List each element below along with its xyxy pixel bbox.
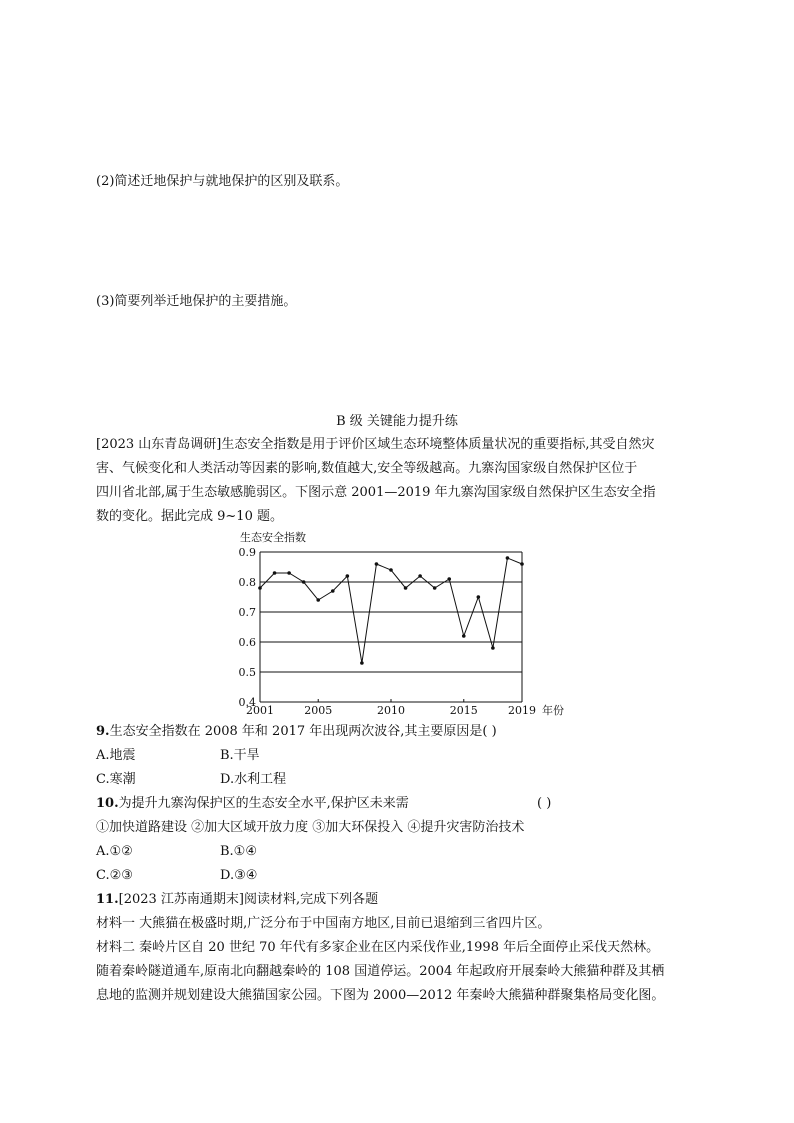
section-title: B 级 关键能力提升练: [336, 414, 458, 429]
question-3: (3)简要列举迁地保护的主要措施。: [96, 294, 297, 309]
x-axis-label: 年份: [542, 704, 564, 717]
data-point-2010: [389, 568, 393, 572]
q9-option-c[interactable]: C.寒潮: [96, 772, 136, 787]
y-tick-label: 0.6: [238, 636, 256, 649]
data-point-2005: [316, 598, 320, 602]
intro-line-1: [2023 山东青岛调研]生态安全指数是用于评价区域生态环境整体质量状况的重要指标,其受自然灾: [96, 437, 655, 452]
y-tick-label: 0.4: [238, 696, 256, 709]
data-point-2001: [258, 586, 262, 590]
data-point-2014: [447, 577, 451, 581]
intro-line-4: 数的变化。据此完成 9~10 题。: [96, 509, 283, 524]
q11-material-2-line-1: 材料二 秦岭片区自 20 世纪 70 年代有多家企业在区内采伐作业,1998 年后全面停止采伐天然林。: [96, 940, 660, 955]
x-tick-label: 2001: [246, 704, 274, 717]
q9-option-b[interactable]: B.干旱: [220, 748, 260, 763]
q10-option-c[interactable]: C.②③: [96, 868, 133, 883]
q10-items: ①加快道路建设 ②加大区域开放力度 ③加大环保投入 ④提升灾害防治技术: [96, 820, 525, 835]
q10-text: 为提升九寨沟保护区的生态安全水平,保护区未来需: [118, 796, 409, 811]
y-axis-label: 生态安全指数: [240, 531, 306, 544]
data-point-2002: [273, 571, 277, 575]
q10-option-a[interactable]: A.①②: [96, 844, 133, 859]
q11-material-2-line-2: 随着秦岭隧道通车,原南北向翻越秦岭的 108 国道停运。2004 年起政府开展秦岭大熊猫种群及其栖: [96, 964, 665, 979]
q10-option-d[interactable]: D.③④: [220, 868, 258, 883]
q9-stem: [96, 722, 497, 742]
data-point-2003: [287, 571, 291, 575]
data-point-2018: [506, 556, 510, 560]
ecological-security-index-chart: [230, 528, 570, 718]
q10-stem: [96, 794, 409, 814]
data-point-2016: [477, 595, 481, 599]
data-point-2012: [418, 574, 422, 578]
q11-number: 11.: [96, 892, 119, 907]
x-tick-label: 2010: [377, 704, 405, 717]
q10-answer-paren: ( ): [537, 796, 552, 811]
q10-option-b[interactable]: B.①④: [220, 844, 257, 859]
data-point-2013: [433, 586, 437, 590]
data-point-2017: [491, 646, 495, 650]
x-tick-label: 2019: [508, 704, 536, 717]
series-line: [260, 558, 522, 663]
data-point-2015: [462, 634, 466, 638]
q11-material-1: 材料一 大熊猫在极盛时期,广泛分布于中国南方地区,目前已退缩到三省四片区。: [96, 916, 551, 931]
y-tick-label: 0.5: [238, 666, 256, 679]
q9-option-d[interactable]: D.水利工程: [220, 772, 287, 787]
data-point-2008: [360, 661, 364, 665]
question-2: (2)简述迁地保护与就地保护的区别及联系。: [96, 174, 349, 189]
data-point-2009: [375, 562, 379, 566]
y-tick-label: 0.7: [238, 606, 256, 619]
q11-material-2-line-3: 息地的监测并规划建设大熊猫国家公园。下图为 2000—2012 年秦岭大熊猫种群聚集格局变化图。: [96, 988, 665, 1003]
data-point-2004: [302, 580, 306, 584]
q9-option-a[interactable]: A.地震: [96, 748, 136, 763]
x-tick-label: 2015: [449, 704, 478, 717]
x-tick-label: 2005: [304, 704, 333, 717]
y-tick-label: 0.9: [238, 546, 256, 559]
data-point-2006: [331, 589, 335, 593]
y-tick-label: 0.8: [238, 576, 256, 589]
q9-text: 生态安全指数在 2008 年和 2017 年出现两次波谷,其主要原因是( ): [109, 724, 497, 739]
data-point-2019: [520, 562, 524, 566]
intro-line-3: 四川省北部,属于生态敏感脆弱区。下图示意 2001—2019 年九寨沟国家级自然保护区生态安全指: [96, 485, 656, 500]
q11-stem: [96, 890, 378, 910]
data-point-2011: [404, 586, 408, 590]
q11-text: [2023 江苏南通期末]阅读材料,完成下列各题: [118, 892, 379, 907]
intro-line-2: 害、气候变化和人类活动等因素的影响,数值越大,安全等级越高。九寨沟国家级自然保护区位于: [96, 461, 638, 476]
q10-number: 10.: [96, 796, 119, 811]
data-point-2007: [346, 574, 350, 578]
q9-number: 9.: [96, 724, 110, 739]
